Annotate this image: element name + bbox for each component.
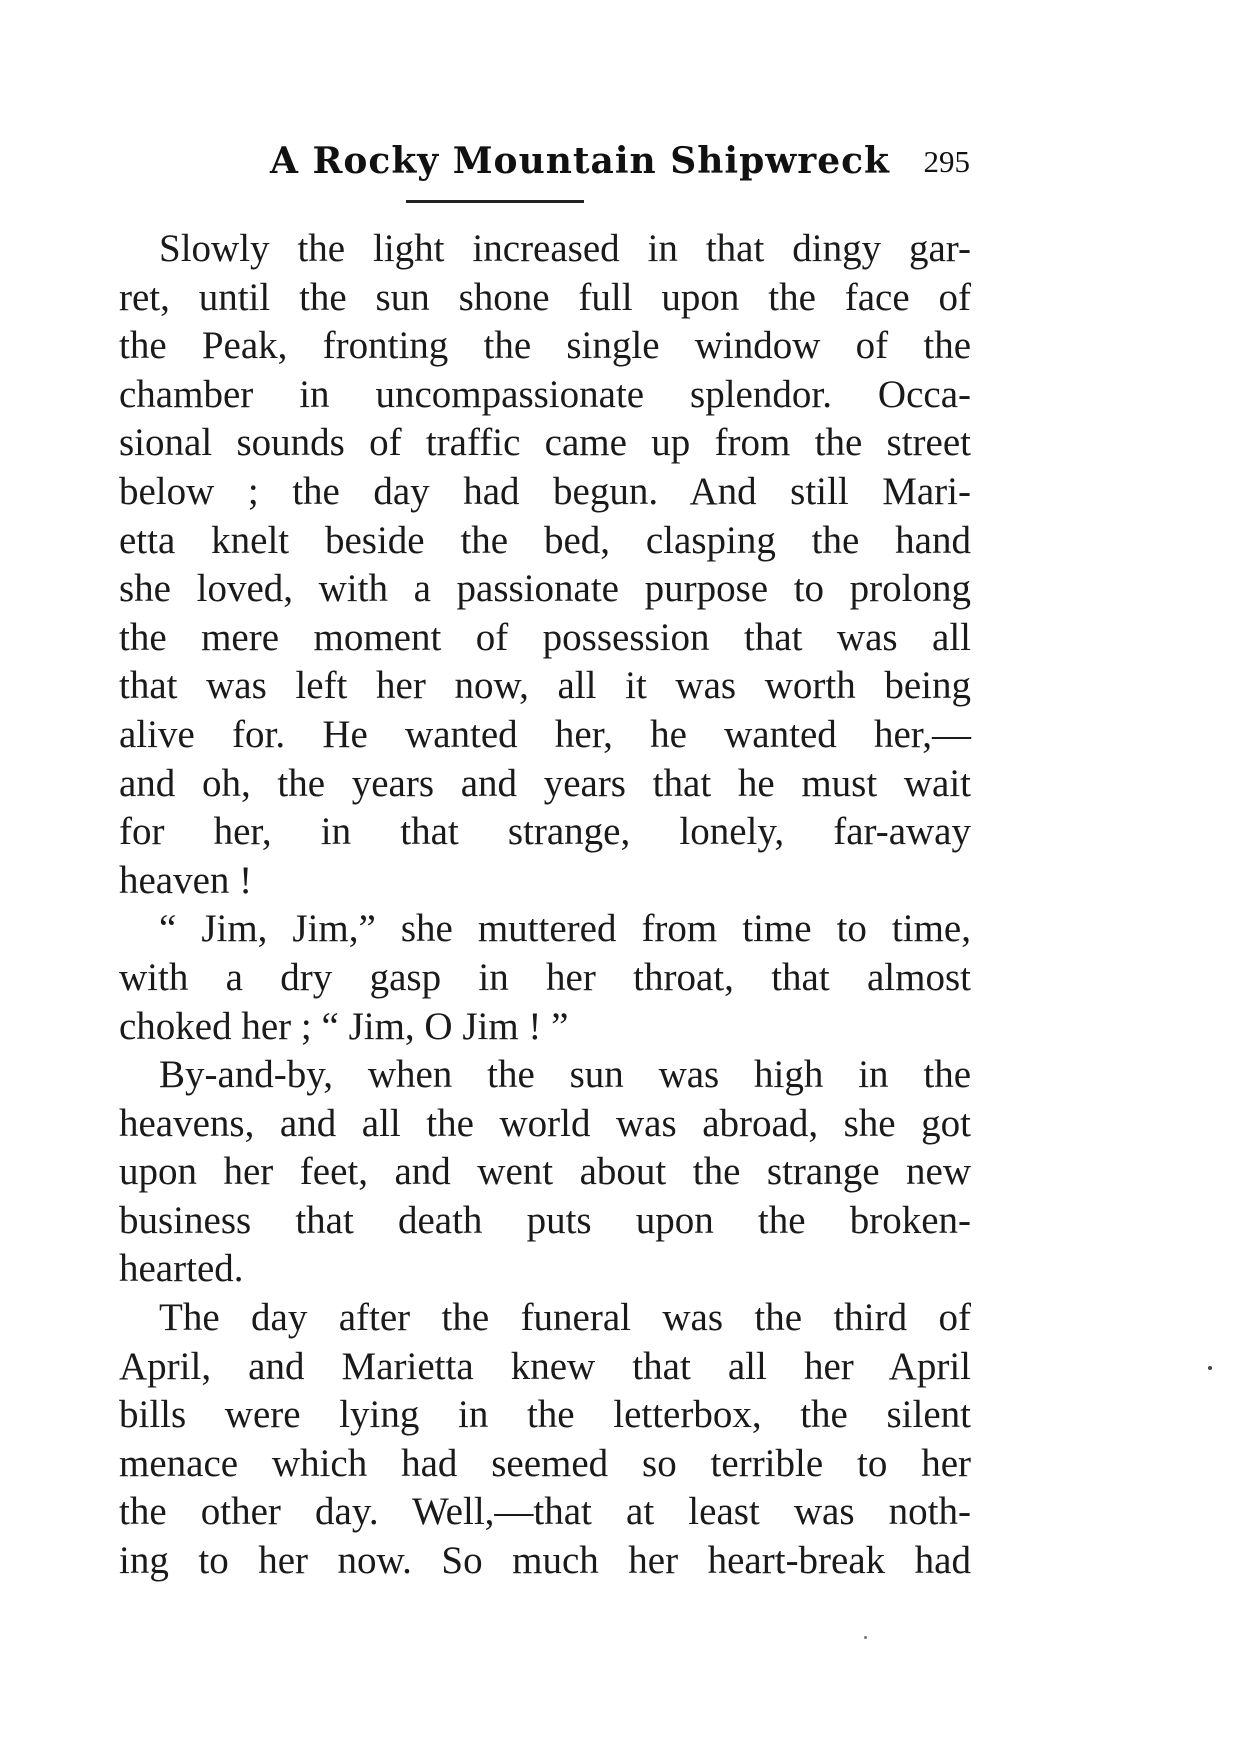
text-line: she loved, with a passionate purpose to prolong — [119, 567, 971, 611]
running-head — [120, 140, 970, 200]
text-line: bills were lying in the letterbox, the silent — [119, 1393, 971, 1437]
text-line: and oh, the years and years that he must wait — [119, 761, 971, 805]
text-line: that was left her now, all it was worth being — [119, 664, 971, 708]
print-speck — [1208, 1366, 1212, 1370]
text-line: the mere moment of possession that was all — [119, 615, 971, 659]
paragraph — [119, 1294, 971, 1586]
text-line: the other day. Well,—that at least was noth- — [119, 1490, 971, 1534]
print-speck — [864, 1636, 867, 1639]
text-line: alive for. He wanted her, he wanted her,— — [119, 712, 971, 756]
text-line: below ; the day had begun. And still Mari- — [119, 469, 971, 513]
text-line: heaven ! — [119, 858, 253, 902]
text-line: for her, in that strange, lonely, far-away — [119, 810, 971, 854]
text-line: menace which had seemed so terrible to her — [119, 1441, 971, 1485]
text-line: ret, until the sun shone full upon the face of — [119, 275, 971, 319]
text-line: hearted. — [119, 1247, 244, 1291]
text-line: April, and Marietta knew that all her April — [119, 1344, 971, 1388]
running-title: A Rocky Mountain Shipwreck — [270, 140, 890, 182]
body-text — [119, 225, 971, 1586]
text-line: By-and-by, when the sun was high in the — [159, 1053, 971, 1097]
text-line: The day after the funeral was the third of — [159, 1296, 971, 1340]
text-line: upon her feet, and went about the strange new — [119, 1150, 971, 1194]
page-number: 295 — [923, 144, 970, 179]
paragraph — [119, 1051, 971, 1294]
text-line: etta knelt beside the bed, clasping the hand — [119, 518, 971, 562]
text-line: ing to her now. So much her heart-break had — [119, 1539, 971, 1583]
text-line: choked her ; “ Jim, O Jim ! ” — [119, 1004, 569, 1048]
text-line: chamber in uncompassionate splendor. Occa- — [119, 372, 971, 416]
text-line: with a dry gasp in her throat, that almost — [119, 955, 971, 999]
header-rule — [406, 200, 584, 203]
text-line: Slowly the light increased in that dingy gar- — [159, 227, 971, 270]
text-line: the Peak, fronting the single window of the — [119, 324, 971, 368]
paragraph — [119, 905, 971, 1051]
text-line: heavens, and all the world was abroad, she got — [119, 1101, 971, 1145]
text-line: “ Jim, Jim,” she muttered from time to time, — [159, 907, 971, 951]
text-line: sional sounds of traffic came up from the street — [119, 421, 971, 465]
paragraph — [119, 225, 971, 905]
text-line: business that death puts upon the broken- — [119, 1198, 971, 1242]
